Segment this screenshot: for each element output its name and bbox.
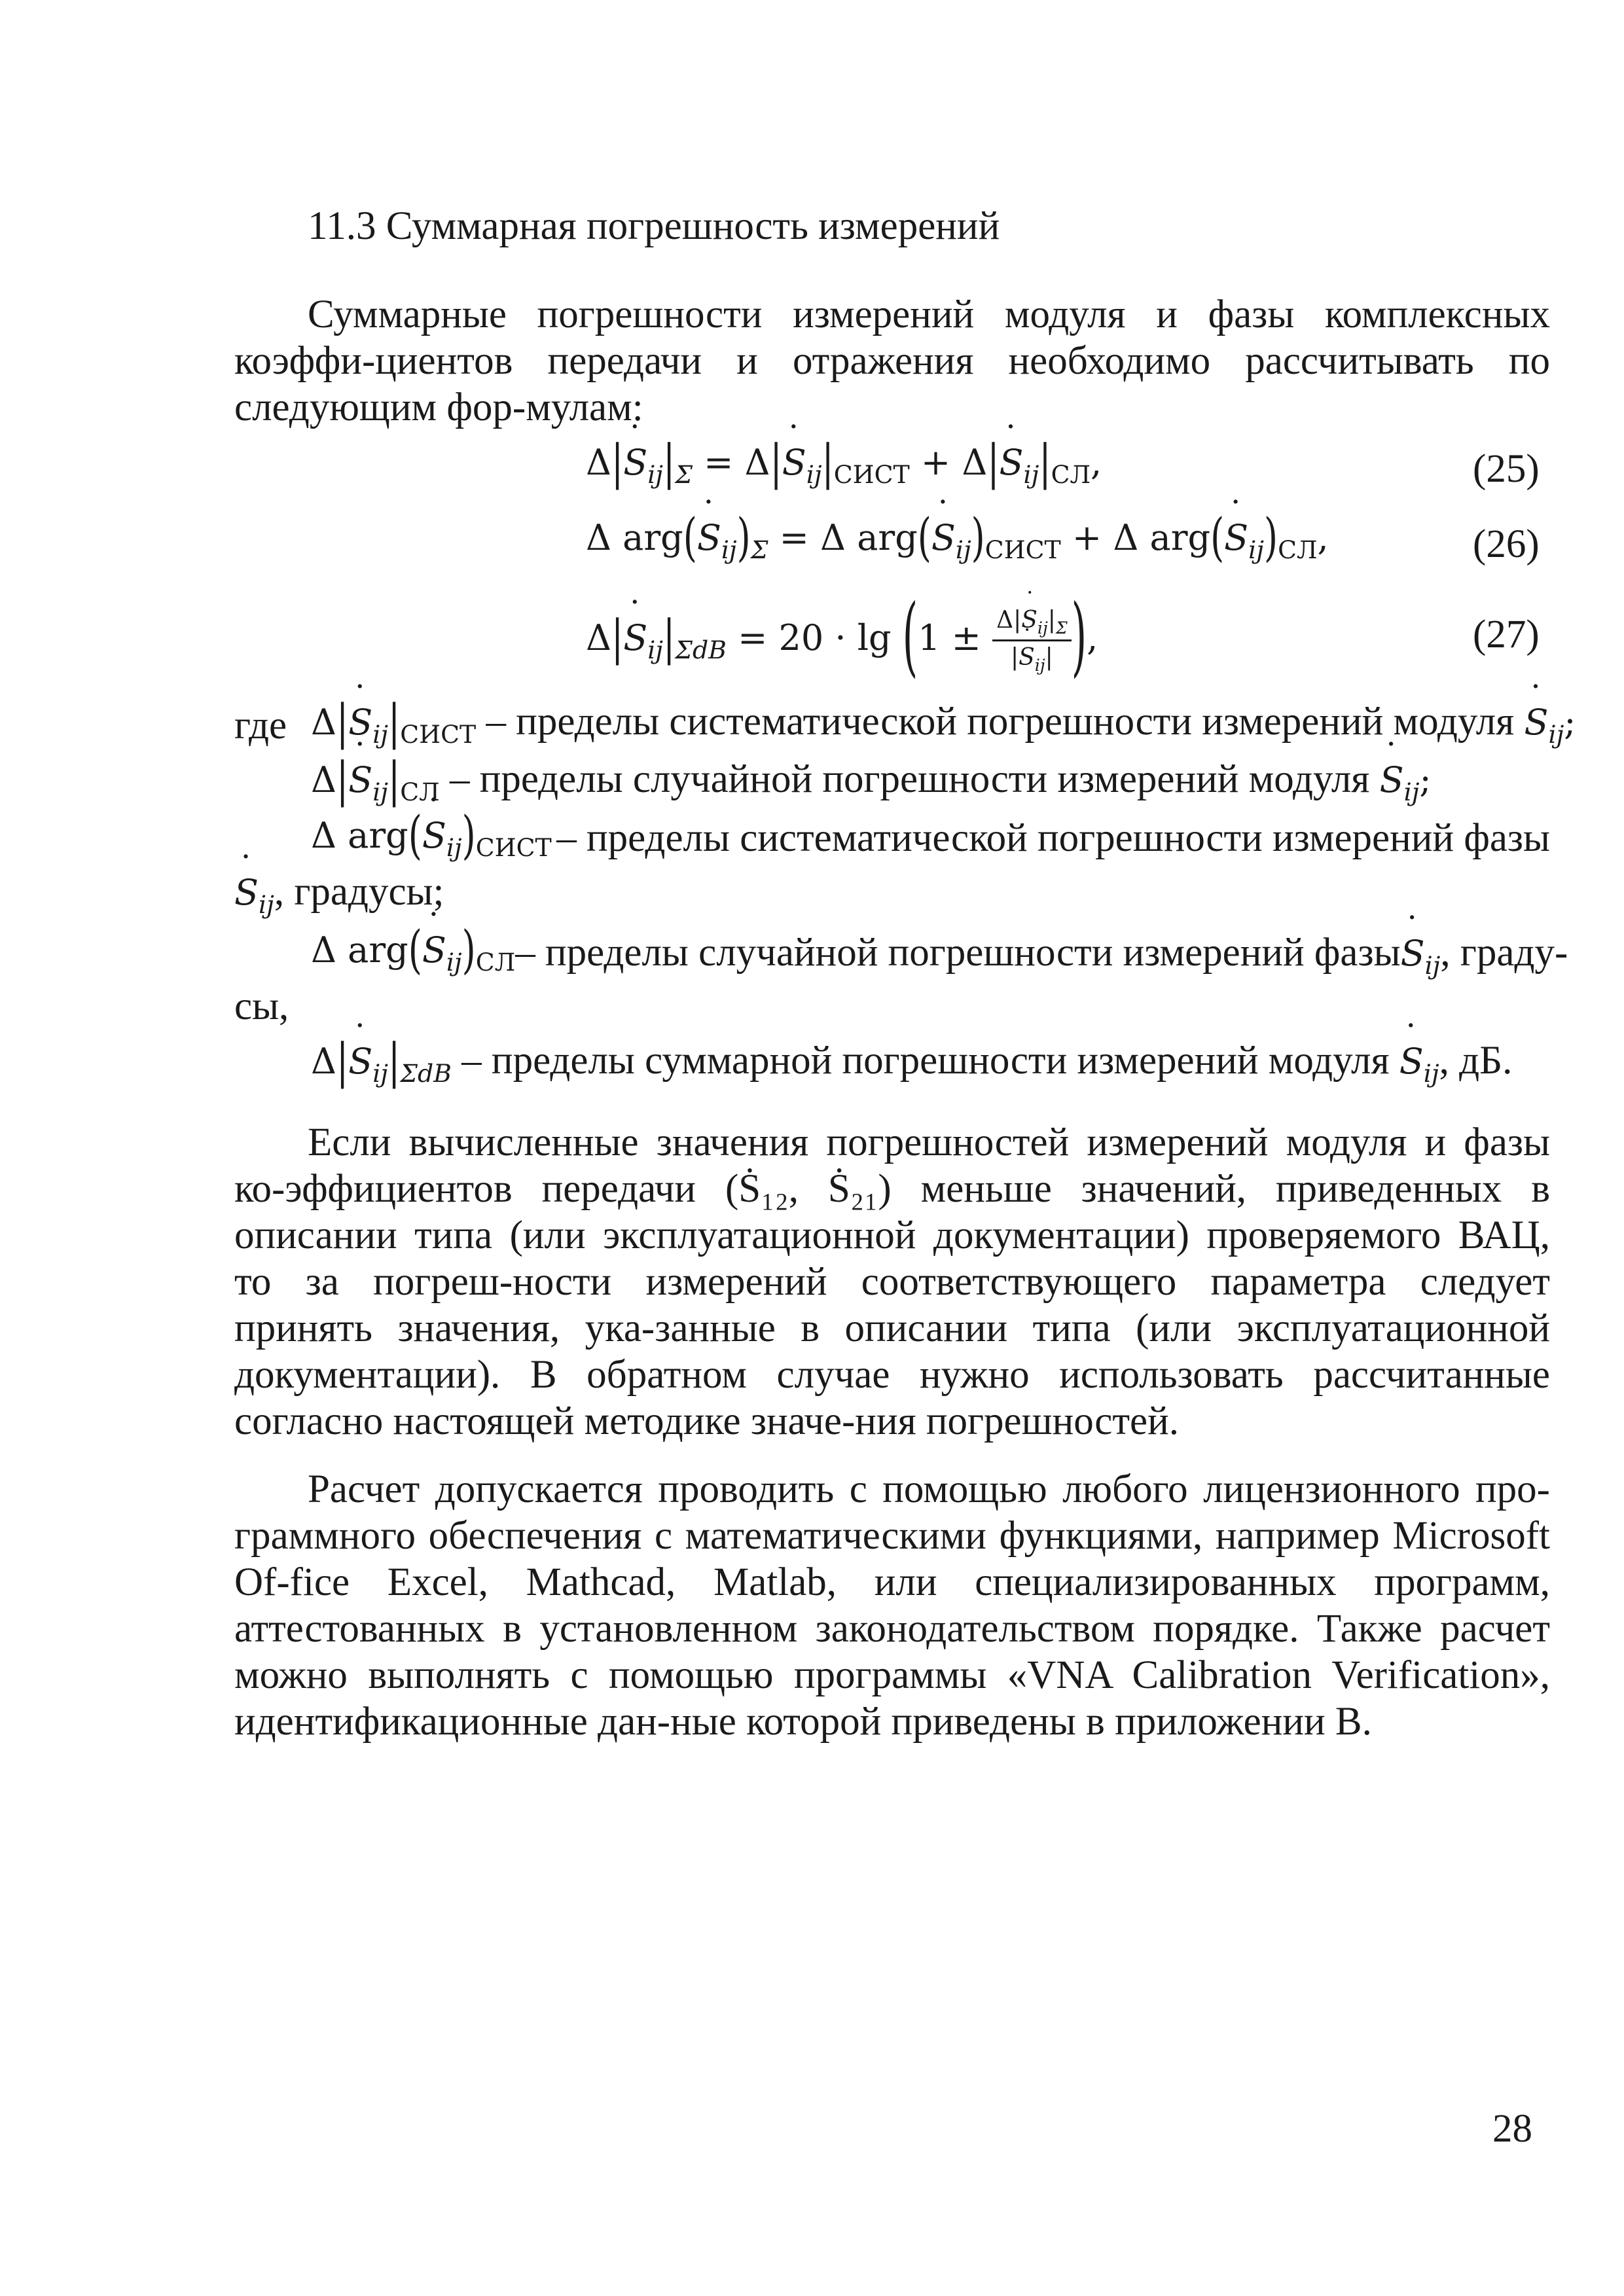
definition-continuation: ˙ $S_{ij}$, градусы; <box>234 872 444 918</box>
equation-27-fraction: $\frac{\Delta|˙ S_{ij}|_\Sigma}{|˙ S_{ij}|}$ <box>992 605 1072 676</box>
degrees-unit: , граду- <box>1440 931 1568 975</box>
definition-row: Δ|˙ $S_{ij}|_{СЛ}$ – пределы случайной погрешности измерений модуля ˙ $S_{ij}$; <box>311 759 1432 805</box>
definition-row: Δ|˙ $S_{ij}|_{\Sigma dB}$ – пределы суммарной погрешности измерений модуля ˙ $S_{ij}$, дБ. <box>311 1041 1512 1086</box>
degrees-unit: , градусы; <box>274 870 444 914</box>
equation-number-25: (25) <box>1473 447 1540 491</box>
equation-27: Δ|˙ $S_{ij}|_{\Sigma dB} = 20 \cdot \lg (1$ ± $\frac{\Delta|˙ S_{ij}|_\Sigma}{|˙ S_{ij}|}$ ), <box>586 605 1098 676</box>
where-label: где <box>234 704 287 747</box>
definition-row: Δ|˙ $S_{ij}|_{СИСТ}$ – пределы систематической погрешности измерений модуля ˙ $S_{ij}$; <box>311 702 1576 747</box>
db-unit: , дБ. <box>1439 1039 1513 1083</box>
section-heading: 11.3 Суммарная погрешность измерений <box>308 204 1000 248</box>
equation-25: Δ|˙ $S_{ij}|_\Sigma$ = Δ|˙ $S_{ij}|_{СИСТ}$ + Δ|˙ $S_{ij}|_{СЛ}$, <box>586 445 1102 488</box>
equation-26: Δ arg(˙ $S_{ij})_\Sigma = \Delta$ arg(˙ $S_{ij})_{СИСТ} + \Delta$ arg(˙ $S_{ij})_{СЛ}$, <box>586 520 1329 563</box>
definition-text: – пределы систематической погрешности измерений фазы <box>556 816 1550 860</box>
definition-text: – пределы систематической погрешности измерений модуля <box>486 700 1515 744</box>
equation-number-27: (27) <box>1473 613 1540 656</box>
definition-text: – пределы суммарной погрешности измерений модуля <box>461 1039 1390 1083</box>
paragraph-2: Если вычисленные значения погрешностей измерений модуля и фазы ко-эффициентов передачи (Ṡ₁₂, Ṡ₂₁) меньше значений, приведенных в описании типа (или эксплуатационной документации) проверяемого ВАЦ, то за погреш-ности измерений соответствующего параметра следует принять значения, ука-занные в описании типа (или эксплуатационной документации). В обратном случае нужно использовать рассчитанные согласно настоящей методике значе-ния погрешностей. <box>234 1121 1550 1443</box>
intro-paragraph: Суммарные погрешности измерений модуля и фазы комплексных коэффи-циентов передачи и отражения необходимо рассчитывать по следующим фор-мулам: <box>234 293 1550 429</box>
definition-text: – пределы случайной погрешности измерений фазы <box>515 931 1401 975</box>
definition-row: Δ arg(˙ $S_{ij})_{СЛ}$ – пределы случайной погрешности измерений фазы ˙ $S_{ij}$, граду- <box>311 933 1550 978</box>
definition-continuation: сы, <box>234 984 289 1028</box>
page-number: 28 <box>1492 2107 1532 2151</box>
definition-row: Δ arg(˙ $S_{ij})_{СИСТ}$ – пределы систематической погрешности измерений фазы <box>311 818 1550 861</box>
paragraph-3: Расчет допускается проводить с помощью любого лицензионного про-граммного обеспечения с математическими функциями, например Microsoft Of-fice Excel, Mathcad, Matlab, или специализированных программ, аттестованных в установленном законодательством порядке. Также расчет можно выполнять с помощью программы «VNA Calibration Verification», идентификационные дан-ные которой приведены в приложении В. <box>234 1467 1550 1744</box>
equation-number-26: (26) <box>1473 522 1540 566</box>
definition-text: – пределы случайной погрешности измерений модуля <box>449 757 1370 801</box>
